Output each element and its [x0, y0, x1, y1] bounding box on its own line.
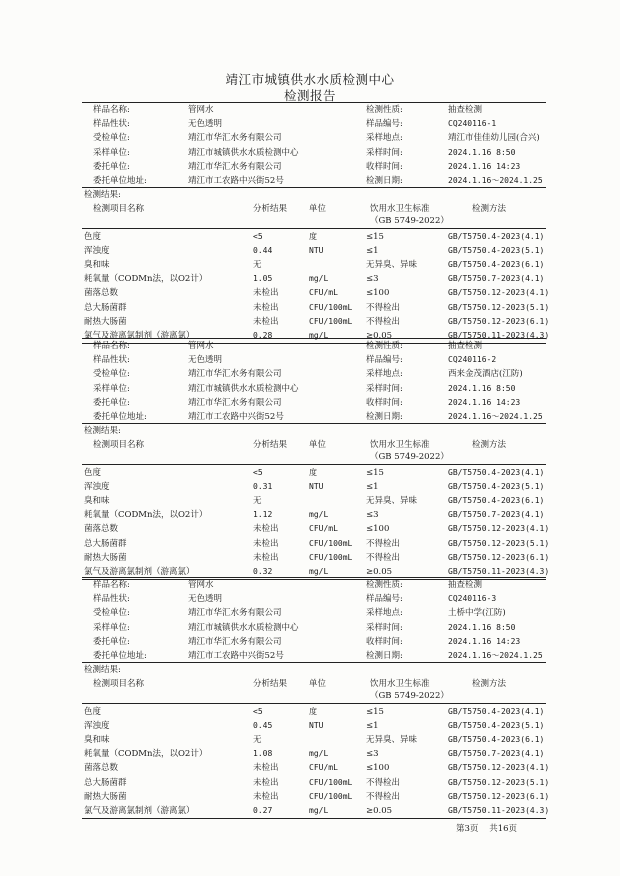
page-number: 第3页 [456, 824, 479, 834]
sample-info-row [0, 635, 620, 649]
inspected-unit-label: 受检单位: [93, 369, 130, 380]
result-standard: ≤1 [366, 720, 379, 731]
col-result-header: 分析结果 [253, 440, 288, 451]
result-standard: 不得检出 [366, 538, 401, 549]
col-item-header: 检测项目名称 [93, 440, 145, 451]
sampling-time-value: 2024.1.16 8:50 [448, 147, 516, 157]
result-standard: ≤100 [366, 524, 390, 535]
sample-info-row [0, 103, 620, 117]
result-method: GB/T5750.12-2023(5.1) [448, 538, 550, 548]
result-value: 未检出 [253, 524, 279, 535]
result-value: 无 [253, 496, 262, 507]
result-row [0, 272, 620, 286]
sample-nature-value: 无色透明 [188, 355, 223, 366]
inspected-unit-label: 受检单位: [93, 608, 130, 619]
result-item: 耐热大肠菌 [84, 791, 127, 802]
results-header-row-2 [0, 689, 620, 703]
result-unit: CFU/100mL [309, 302, 353, 312]
inspected-unit-value: 靖江市华汇水务有限公司 [188, 133, 282, 144]
col-standard-header: 饮用水卫生标准 [370, 204, 430, 215]
result-standard: ≤15 [366, 706, 384, 717]
result-item: 耐热大肠菌 [84, 552, 127, 563]
client-address-value: 靖江市工农路中兴街52号 [188, 412, 284, 422]
result-value: 未检出 [253, 777, 279, 788]
sample-number-label: 样品编号: [366, 355, 403, 366]
sample-nature-label: 样品性状: [93, 355, 130, 366]
result-item: 耗氧量（CODMn法，以O2计） [84, 510, 208, 521]
inspected-unit-value: 靖江市华汇水务有限公司 [188, 608, 282, 619]
results-header-row-2 [0, 214, 620, 228]
test-date-value: 2024.1.16～2024.1.25 [448, 651, 543, 660]
result-row [0, 244, 620, 258]
client-address-value: 靖江市工农路中兴街52号 [188, 651, 284, 661]
result-item: 臭和味 [84, 735, 110, 746]
result-method: GB/T5750.4-2023(5.1) [448, 481, 545, 491]
sampling-unit-value: 靖江市城镇供水水质检测中心 [188, 383, 299, 394]
results-label: 检测结果: [84, 426, 121, 437]
result-row [0, 761, 620, 775]
sampling-time-label: 采样时间: [366, 147, 403, 158]
sample-info-row [0, 131, 620, 145]
result-unit: mg/L [309, 331, 329, 341]
results-label: 检测结果: [84, 190, 121, 201]
sample-name-label: 样品名称: [93, 105, 130, 115]
col-method-header: 检测方法 [472, 679, 507, 690]
sample-info-row [0, 117, 620, 131]
result-standard: ≤1 [366, 481, 379, 492]
result-row [0, 258, 620, 272]
client-unit-label: 委托单位: [93, 636, 130, 647]
receive-time-label: 收样时间: [366, 161, 403, 172]
result-standard: ≤3 [366, 749, 379, 760]
client-unit-value: 靖江市华汇水务有限公司 [188, 397, 282, 408]
result-item: 菌落总数 [84, 763, 119, 774]
result-method: GB/T5750.7-2023(4.1) [448, 274, 545, 284]
result-unit: mg/L [309, 510, 329, 520]
result-unit: 度 [309, 231, 317, 241]
col-standard-header-2: （GB 5749-2022） [370, 452, 449, 463]
sampling-time-label: 采样时间: [366, 622, 403, 633]
col-unit-header: 单位 [309, 440, 327, 451]
sample-info-row [0, 410, 620, 424]
result-value: 无 [253, 260, 262, 271]
col-result-header: 分析结果 [253, 204, 288, 215]
page-footer [456, 822, 517, 834]
result-standard: 不得检出 [366, 316, 401, 327]
result-value: 0.28 [253, 331, 273, 341]
result-standard: ≤1 [366, 245, 379, 256]
sample-nature-value: 无色透明 [188, 119, 223, 130]
result-item: 耗氧量（CODMn法，以O2计） [84, 749, 208, 760]
result-item: 色度 [84, 467, 102, 478]
result-method: GB/T5750.12-2023(4.1) [448, 524, 550, 534]
report-org-title: 靖江市城镇供水水质检测中心 [225, 72, 395, 87]
receive-time-value: 2024.1.16 14:23 [448, 636, 521, 646]
client-address-value: 靖江市工农路中兴街52号 [188, 176, 284, 186]
client-address-label: 委托单位地址: [93, 176, 147, 186]
results-header-row-2 [0, 450, 620, 464]
client-unit-value: 靖江市华汇水务有限公司 [188, 161, 282, 172]
result-row [0, 804, 620, 818]
col-standard-header: 饮用水卫生标准 [370, 679, 430, 690]
sample-info-row [0, 146, 620, 160]
result-row [0, 466, 620, 480]
rule-line [82, 818, 546, 819]
test-nature-value: 抽查检测 [448, 105, 483, 115]
results-heading [0, 663, 620, 677]
sampling-site-value: 土桥中学(江防) [448, 608, 506, 619]
sampling-site-label: 采样地点: [366, 133, 403, 144]
rule-line [82, 464, 546, 465]
sample-info-row [0, 396, 620, 410]
sample-nature-label: 样品性状: [93, 594, 130, 605]
result-unit: CFU/mL [309, 763, 338, 773]
result-row [0, 508, 620, 522]
result-method: GB/T5750.4-2023(6.1) [448, 496, 545, 506]
sample-info-row [0, 174, 620, 188]
client-unit-value: 靖江市华汇水务有限公司 [188, 636, 282, 647]
result-unit: mg/L [309, 274, 329, 284]
result-item: 菌落总数 [84, 524, 119, 535]
result-value: 1.08 [253, 749, 273, 759]
result-method: GB/T5750.4-2023(5.1) [448, 245, 545, 255]
result-row [0, 494, 620, 508]
receive-time-value: 2024.1.16 14:23 [448, 397, 521, 407]
sample-name-value: 管网水 [188, 341, 214, 351]
result-unit: mg/L [309, 749, 329, 759]
result-value: 未检出 [253, 288, 279, 299]
col-unit-header: 单位 [309, 204, 327, 215]
sample-number-value: CQ240116-2 [448, 355, 497, 365]
result-standard: ≥0.05 [366, 331, 393, 342]
col-item-header: 检测项目名称 [93, 204, 145, 215]
result-unit: CFU/100mL [309, 791, 353, 801]
result-unit: CFU/100mL [309, 552, 353, 562]
result-row [0, 286, 620, 300]
page-total: 共16页 [489, 824, 518, 834]
result-value: 0.44 [253, 245, 273, 255]
sampling-time-value: 2024.1.16 8:50 [448, 383, 516, 393]
sample-info-row [0, 606, 620, 620]
result-row [0, 705, 620, 719]
result-unit: CFU/mL [309, 524, 338, 534]
result-method: GB/T5750.4-2023(4.1) [448, 706, 545, 716]
result-standard: ≤15 [366, 467, 384, 478]
result-item: 耗氧量（CODMn法，以O2计） [84, 274, 208, 285]
test-nature-label: 检测性质: [366, 580, 403, 590]
result-method: GB/T5750.12-2023(5.1) [448, 777, 550, 787]
sample-number-value: CQ240116-1 [448, 119, 497, 129]
sample-info-row [0, 353, 620, 367]
result-row [0, 551, 620, 565]
result-method: GB/T5750.7-2023(4.1) [448, 510, 545, 520]
result-method: GB/T5750.7-2023(4.1) [448, 749, 545, 759]
test-date-value: 2024.1.16～2024.1.25 [448, 176, 543, 185]
result-standard: 不得检出 [366, 302, 401, 313]
client-address-label: 委托单位地址: [93, 412, 147, 422]
sample-name-label: 样品名称: [93, 580, 130, 590]
result-unit: mg/L [309, 567, 329, 577]
result-value: 1.12 [253, 510, 273, 520]
result-standard: 无异臭、异味 [366, 735, 418, 746]
sample-nature-label: 样品性状: [93, 119, 130, 130]
result-method: GB/T5750.4-2023(4.1) [448, 467, 545, 477]
sample-info-row [0, 578, 620, 592]
result-value: 0.32 [253, 567, 273, 577]
test-date-label: 检测日期: [366, 176, 403, 186]
result-row [0, 301, 620, 315]
result-value: 未检出 [253, 791, 279, 802]
result-value: 1.05 [253, 274, 273, 284]
sample-info-row [0, 649, 620, 663]
result-method: GB/T5750.4-2023(6.1) [448, 260, 545, 270]
result-standard: ≤3 [366, 510, 379, 521]
result-item: 氯气及游离氯制剂（游离氯） [84, 331, 195, 342]
result-method: GB/T5750.12-2023(6.1) [448, 316, 550, 326]
result-row [0, 747, 620, 761]
rule-line [82, 703, 546, 704]
result-value: 未检出 [253, 316, 279, 327]
col-result-header: 分析结果 [253, 679, 288, 690]
receive-time-label: 收样时间: [366, 397, 403, 408]
result-unit: mg/L [309, 806, 329, 816]
client-unit-label: 委托单位: [93, 397, 130, 408]
result-standard: 无异臭、异味 [366, 260, 418, 271]
result-method: GB/T5750.12-2023(5.1) [448, 302, 550, 312]
result-row [0, 733, 620, 747]
result-item: 臭和味 [84, 260, 110, 271]
sampling-site-value: 靖江市佳佳幼儿园(合兴) [448, 133, 540, 144]
results-label: 检测结果: [84, 665, 121, 676]
result-standard: 不得检出 [366, 777, 401, 788]
result-method: GB/T5750.12-2023(4.1) [448, 763, 550, 773]
result-unit: NTU [309, 481, 324, 491]
result-value: <5 [253, 706, 263, 716]
sample-name-value: 管网水 [188, 580, 214, 590]
sampling-unit-value: 靖江市城镇供水水质检测中心 [188, 622, 299, 633]
result-item: 氯气及游离氯制剂（游离氯） [84, 806, 195, 817]
sample-info-row [0, 382, 620, 396]
col-standard-header-2: （GB 5749-2022） [370, 691, 449, 702]
sample-number-label: 样品编号: [366, 594, 403, 605]
result-unit: CFU/100mL [309, 777, 353, 787]
result-item: 总大肠菌群 [84, 302, 127, 313]
receive-time-label: 收样时间: [366, 636, 403, 647]
result-standard: 不得检出 [366, 791, 401, 802]
result-value: 无 [253, 735, 262, 746]
col-item-header: 检测项目名称 [93, 679, 145, 690]
result-row [0, 522, 620, 536]
result-value: 0.31 [253, 481, 273, 491]
sampling-unit-label: 采样单位: [93, 383, 130, 394]
result-item: 浑浊度 [84, 720, 110, 731]
sample-info-row [0, 367, 620, 381]
test-date-value: 2024.1.16～2024.1.25 [448, 412, 543, 421]
test-date-label: 检测日期: [366, 651, 403, 661]
result-unit: CFU/100mL [309, 538, 353, 548]
test-nature-value: 抽查检测 [448, 580, 483, 590]
col-standard-header-2: （GB 5749-2022） [370, 216, 449, 227]
result-standard: ≤100 [366, 763, 390, 774]
sample-info-row [0, 592, 620, 606]
sample-nature-value: 无色透明 [188, 594, 223, 605]
test-date-label: 检测日期: [366, 412, 403, 422]
result-standard: 不得检出 [366, 552, 401, 563]
report-title: 检测报告 [283, 88, 336, 103]
result-method: GB/T5750.12-2023(4.1) [448, 288, 550, 298]
result-value: 0.45 [253, 720, 273, 730]
test-nature-label: 检测性质: [366, 105, 403, 115]
result-standard: ≥0.05 [366, 806, 393, 817]
result-unit: 度 [309, 706, 317, 716]
client-address-label: 委托单位地址: [93, 651, 147, 661]
result-unit: CFU/mL [309, 288, 338, 298]
col-method-header: 检测方法 [472, 204, 507, 215]
result-item: 耐热大肠菌 [84, 316, 127, 327]
sample-info-row [0, 621, 620, 635]
result-method: GB/T5750.4-2023(4.1) [448, 231, 545, 241]
result-standard: ≤15 [366, 231, 384, 242]
receive-time-value: 2024.1.16 14:23 [448, 161, 521, 171]
sampling-unit-label: 采样单位: [93, 622, 130, 633]
result-row [0, 480, 620, 494]
sampling-unit-label: 采样单位: [93, 147, 130, 158]
test-nature-label: 检测性质: [366, 341, 403, 351]
col-method-header: 检测方法 [472, 440, 507, 451]
result-item: 氯气及游离氯制剂（游离氯） [84, 567, 195, 578]
result-method: GB/T5750.11-2023(4.3) [448, 331, 550, 341]
result-item: 浑浊度 [84, 245, 110, 256]
result-unit: 度 [309, 467, 317, 477]
sample-name-label: 样品名称: [93, 341, 130, 351]
inspected-unit-label: 受检单位: [93, 133, 130, 144]
result-method: GB/T5750.11-2023(4.3) [448, 567, 550, 577]
result-value: 未检出 [253, 552, 279, 563]
inspected-unit-value: 靖江市华汇水务有限公司 [188, 369, 282, 380]
test-nature-value: 抽查检测 [448, 341, 483, 351]
result-row [0, 790, 620, 804]
results-heading [0, 424, 620, 438]
result-unit: NTU [309, 720, 324, 730]
result-method: GB/T5750.11-2023(4.3) [448, 806, 550, 816]
result-item: 色度 [84, 231, 102, 242]
result-method: GB/T5750.12-2023(6.1) [448, 552, 550, 562]
result-item: 色度 [84, 706, 102, 717]
sampling-site-label: 采样地点: [366, 608, 403, 619]
result-row [0, 315, 620, 329]
result-value: 0.27 [253, 806, 273, 816]
result-standard: ≤100 [366, 288, 390, 299]
results-heading [0, 188, 620, 202]
result-standard: ≥0.05 [366, 567, 393, 578]
result-standard: 无异臭、异味 [366, 496, 418, 507]
result-method: GB/T5750.4-2023(5.1) [448, 720, 545, 730]
result-unit: NTU [309, 245, 324, 255]
result-row [0, 719, 620, 733]
result-item: 臭和味 [84, 496, 110, 507]
client-unit-label: 委托单位: [93, 161, 130, 172]
sample-info-row [0, 339, 620, 353]
result-value: 未检出 [253, 763, 279, 774]
sampling-unit-value: 靖江市城镇供水水质检测中心 [188, 147, 299, 158]
rule-line [82, 228, 546, 229]
result-value: <5 [253, 467, 263, 477]
result-value: 未检出 [253, 538, 279, 549]
result-item: 菌落总数 [84, 288, 119, 299]
result-standard: ≤3 [366, 274, 379, 285]
sample-number-label: 样品编号: [366, 119, 403, 130]
sample-name-value: 管网水 [188, 105, 214, 115]
result-value: <5 [253, 231, 263, 241]
result-item: 总大肠菌群 [84, 777, 127, 788]
result-row [0, 776, 620, 790]
col-standard-header: 饮用水卫生标准 [370, 440, 430, 451]
sampling-time-label: 采样时间: [366, 383, 403, 394]
sample-number-value: CQ240116-3 [448, 594, 497, 604]
sampling-time-value: 2024.1.16 8:50 [448, 622, 516, 632]
sampling-site-value: 西来金茂酒店(江防) [448, 369, 523, 380]
result-method: GB/T5750.4-2023(6.1) [448, 735, 545, 745]
result-row [0, 230, 620, 244]
result-item: 总大肠菌群 [84, 538, 127, 549]
result-method: GB/T5750.12-2023(6.1) [448, 791, 550, 801]
result-unit: CFU/100mL [309, 316, 353, 326]
result-item: 浑浊度 [84, 481, 110, 492]
result-row [0, 537, 620, 551]
sample-info-row [0, 160, 620, 174]
col-unit-header: 单位 [309, 679, 327, 690]
result-value: 未检出 [253, 302, 279, 313]
sampling-site-label: 采样地点: [366, 369, 403, 380]
